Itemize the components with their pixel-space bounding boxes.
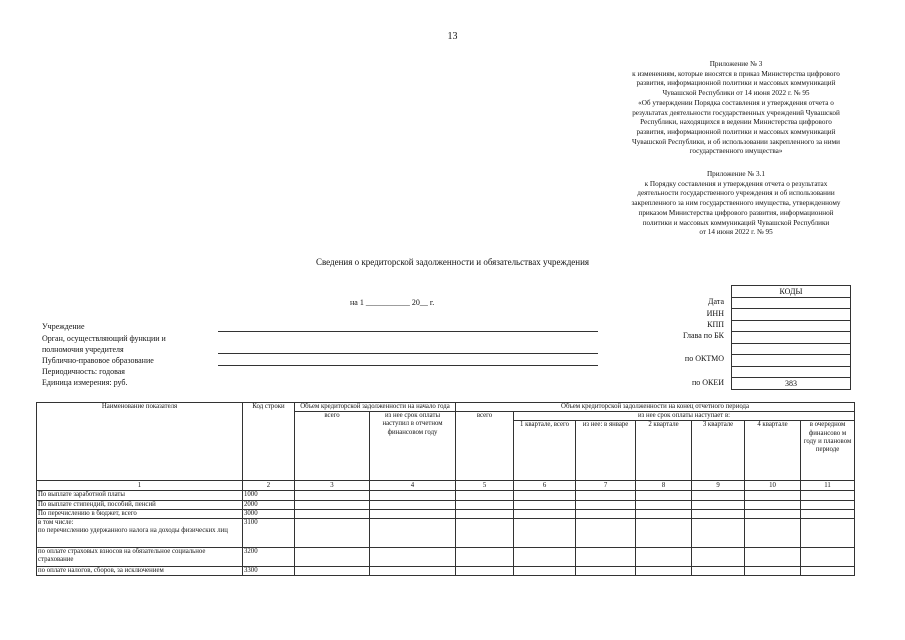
appendix-1-line: Чувашской Республики, и об использовании закрепленного за ними	[632, 137, 840, 146]
value-cell[interactable]	[514, 548, 576, 567]
header-q4: 4 квартале	[745, 421, 801, 481]
value-cell[interactable]	[576, 548, 636, 567]
appendix-block-2	[590, 170, 882, 238]
table-row	[37, 548, 855, 567]
code-cell-kpp[interactable]	[732, 320, 851, 332]
code-cell-oktmo[interactable]	[732, 355, 851, 367]
okei-code-label: по ОКЕИ	[691, 378, 724, 387]
municipality-line	[218, 365, 598, 366]
value-cell[interactable]	[745, 509, 801, 518]
header-start-overdue: из нее срок оплаты наступил в отчетном финансовом году	[370, 412, 456, 481]
value-cell[interactable]	[636, 519, 692, 548]
value-cell[interactable]	[370, 567, 456, 576]
appendix-2-line: политики и массовых коммуникаций Чувашской Республики	[642, 218, 830, 227]
value-cell[interactable]	[692, 491, 745, 500]
column-number: 7	[576, 481, 636, 491]
value-cell[interactable]	[514, 519, 576, 548]
periodicity-label: Периодичность: годовая	[42, 367, 125, 376]
appendix-1-line: государственного имущества»	[689, 147, 783, 156]
value-cell[interactable]	[801, 519, 855, 548]
value-cell[interactable]	[456, 509, 514, 518]
value-cell[interactable]	[692, 567, 745, 576]
column-number: 3	[295, 481, 370, 491]
header-name: Наименование показателя	[37, 403, 243, 481]
table-body	[37, 491, 855, 576]
appendix-1-line: результатах деятельности государственных учреждений Чувашской	[632, 108, 840, 117]
inn-code-label: ИНН	[706, 309, 724, 318]
value-cell[interactable]	[514, 509, 576, 518]
value-cell[interactable]	[745, 548, 801, 567]
creditor-debt-table	[36, 402, 855, 576]
code-cell-date[interactable]	[732, 297, 851, 309]
appendix-2-line: деятельности государственного учреждения и об использовании	[637, 189, 835, 198]
value-cell[interactable]	[456, 548, 514, 567]
kpp-code-label: КПП	[707, 320, 724, 329]
value-cell[interactable]	[636, 500, 692, 509]
appendix-2-line: от 14 июня 2022 г. № 95	[699, 228, 773, 237]
appendix-1-line: к изменениям, которые вносятся в приказ Министерства цифрового	[632, 69, 840, 78]
value-cell[interactable]	[576, 491, 636, 500]
header-q2: 2 квартале	[636, 421, 692, 481]
value-cell[interactable]	[295, 548, 370, 567]
value-cell[interactable]	[745, 500, 801, 509]
code-cell-empty-2[interactable]	[732, 366, 851, 378]
value-cell[interactable]	[801, 491, 855, 500]
value-cell[interactable]	[692, 548, 745, 567]
row-code: 2000	[243, 500, 295, 509]
table-row	[37, 509, 855, 518]
organ-label: Орган, осуществляющий функции и	[42, 334, 166, 343]
appendix-1-line: Приложение № 3	[709, 60, 763, 68]
table-row	[37, 567, 855, 576]
column-number: 10	[745, 481, 801, 491]
value-cell[interactable]	[636, 567, 692, 576]
column-number: 2	[243, 481, 295, 491]
appendix-2-line: к Порядку составления и утверждения отчета о результатах	[644, 179, 828, 188]
value-cell[interactable]	[295, 500, 370, 509]
row-name: По выплате стипендий, пособий, пенсий	[37, 500, 243, 509]
value-cell[interactable]	[692, 519, 745, 548]
page-number: 13	[447, 31, 458, 42]
row-name: По выплате заработной платы	[37, 491, 243, 500]
codes-table	[731, 285, 851, 390]
table-row	[37, 519, 855, 548]
value-cell[interactable]	[576, 567, 636, 576]
column-number: 9	[692, 481, 745, 491]
row-code: 3000	[243, 509, 295, 518]
value-cell[interactable]	[801, 500, 855, 509]
value-cell[interactable]	[456, 567, 514, 576]
appendix-1-line: Республики, находящихся в ведении Министерства цифрового	[640, 118, 832, 127]
code-cell-bk[interactable]	[732, 332, 851, 344]
code-cell-inn[interactable]	[732, 309, 851, 321]
report-date-line: на 1 ___________ 20__ г.	[350, 298, 435, 307]
column-number: 5	[456, 481, 514, 491]
value-cell[interactable]	[745, 519, 801, 548]
value-cell[interactable]	[370, 491, 456, 500]
code-cell-empty[interactable]	[732, 343, 851, 355]
value-cell[interactable]	[456, 519, 514, 548]
value-cell[interactable]	[370, 509, 456, 518]
row-name: по оплате страховых взносов на обязательное социальное страхование	[37, 548, 243, 567]
table-row	[37, 500, 855, 509]
value-cell[interactable]	[636, 509, 692, 518]
value-cell[interactable]	[801, 548, 855, 567]
document-title: Сведения о кредиторской задолженности и обязательствах учреждения	[315, 257, 590, 267]
organ-label-2: полномочия учредителя	[42, 345, 124, 354]
appendix-1-line: «Об утверждении Порядка составления и утверждения отчета о	[638, 98, 834, 107]
value-cell[interactable]	[514, 567, 576, 576]
appendix-1-line: развития, информационной политики и массовых коммуникаций	[636, 79, 836, 88]
unit-label: Единица измерения: руб.	[42, 378, 128, 387]
header-q1: 1 квартале, всего	[514, 421, 576, 481]
value-cell[interactable]	[456, 491, 514, 500]
appendix-block-1	[590, 60, 882, 157]
header-start-of-year: Объем кредиторской задолженности на начало года	[295, 403, 456, 412]
header-code: Код строки	[243, 403, 295, 481]
header-end-total: всего	[456, 412, 514, 481]
row-code: 3300	[243, 567, 295, 576]
appendix-2-line: приказом Министерства цифрового развития, информационной	[638, 208, 834, 217]
column-number: 11	[801, 481, 855, 491]
appendix-2-line: Приложение № 3.1	[706, 170, 765, 178]
header-next-period: в очередном финансово м году и плановом периоде	[801, 421, 855, 481]
value-cell[interactable]	[295, 509, 370, 518]
value-cell[interactable]	[370, 548, 456, 567]
value-cell[interactable]	[576, 500, 636, 509]
value-cell[interactable]	[514, 491, 576, 500]
row-name: По перечислению в бюджет, всего	[37, 509, 243, 518]
municipality-label: Публично-правовое образование	[42, 356, 154, 365]
value-cell[interactable]	[745, 491, 801, 500]
value-cell[interactable]	[295, 567, 370, 576]
column-number: 1	[37, 481, 243, 491]
code-cell-okei: 383	[732, 378, 851, 390]
table-row	[37, 491, 855, 500]
value-cell[interactable]	[514, 500, 576, 509]
organ-line	[218, 353, 598, 354]
institution-label: Учреждение	[42, 322, 85, 331]
row-code: 1000	[243, 491, 295, 500]
row-name: по оплате налогов, сборов, за исключением	[37, 567, 243, 576]
value-cell[interactable]	[295, 491, 370, 500]
value-cell[interactable]	[692, 500, 745, 509]
row-code: 3200	[243, 548, 295, 567]
value-cell[interactable]	[456, 500, 514, 509]
value-cell[interactable]	[636, 548, 692, 567]
bk-code-label: Глава по БК	[683, 331, 724, 340]
value-cell[interactable]	[295, 519, 370, 548]
appendix-1-line: развития, информационной политики и массовых коммуникаций	[636, 127, 836, 136]
institution-line	[218, 331, 598, 332]
oktmo-code-label: по ОКТМО	[684, 354, 724, 363]
header-q3: 3 квартале	[692, 421, 745, 481]
value-cell[interactable]	[745, 567, 801, 576]
column-number: 6	[514, 481, 576, 491]
row-name: в том числе: по перечислению удержанного налога на доходы физических лиц	[37, 519, 243, 548]
date-code-label: Дата	[708, 297, 724, 306]
appendix-1-line: Чувашской Республики от 14 июня 2022 г. № 95	[662, 89, 810, 98]
value-cell[interactable]	[370, 519, 456, 548]
header-january: из нее: в январе	[576, 421, 636, 481]
column-number: 4	[370, 481, 456, 491]
value-cell[interactable]	[576, 519, 636, 548]
value-cell[interactable]	[636, 491, 692, 500]
codes-header: КОДЫ	[732, 286, 851, 298]
value-cell[interactable]	[370, 500, 456, 509]
value-cell[interactable]	[576, 509, 636, 518]
value-cell[interactable]	[801, 509, 855, 518]
column-numbers-row	[37, 481, 855, 491]
header-end-of-period: Объем кредиторской задолженности на конец отчетного периода	[456, 403, 855, 412]
column-number: 8	[636, 481, 692, 491]
value-cell[interactable]	[801, 567, 855, 576]
header-due-in: из нее срок оплаты наступает в:	[514, 412, 855, 421]
row-code: 3100	[243, 519, 295, 548]
appendix-2-line: закрепленного за ним государственного имущества, утвержденному	[631, 199, 841, 208]
header-start-total: всего	[295, 412, 370, 481]
value-cell[interactable]	[692, 509, 745, 518]
